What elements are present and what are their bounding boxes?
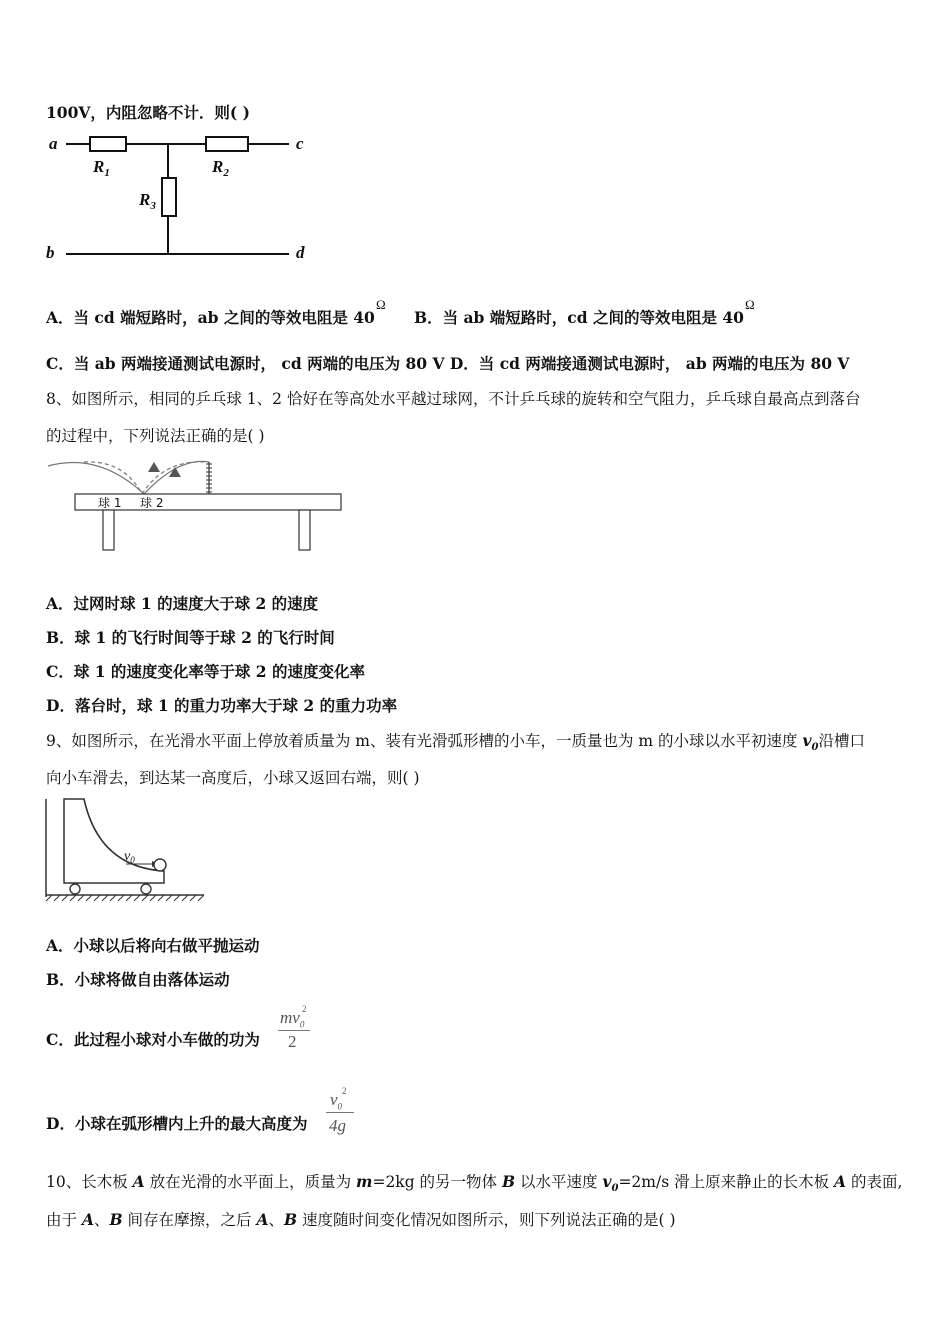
q8-stem-line1: 8、如图所示，相同的乒乓球 1、2 恰好在等高处水平越过球网，不计乒乓球的旋转和空气阻力，乒乓球自最高点到落台: [46, 390, 861, 408]
cart-diagram: [44, 797, 209, 907]
q8-option-c: C．球 1 的速度变化率等于球 2 的速度变化率: [46, 662, 365, 681]
q8-stem-line2: 的过程中，下列说法正确的是( ): [46, 427, 265, 445]
r1-label: $R_1$: [93, 157, 110, 179]
ball-1-arrow-icon: [148, 462, 160, 472]
q10-stem-line1: 10、长木板 A 放在光滑的水平面上，质量为 m=2kg 的另一物体 B 以水平速度 $v_0=2m/s$ 滑上原来静止的长木板 A 的表面,: [46, 1172, 903, 1195]
wheel-right: [141, 884, 151, 894]
q7-option-b-unit: Ω: [745, 297, 755, 312]
q9-option-c: C．此过程小球对小车做的功为: [46, 1030, 260, 1049]
terminal-c-label: c: [296, 134, 304, 153]
q8-option-a: A．过网时球 1 的速度大于球 2 的速度: [46, 594, 319, 613]
terminal-b-label: b: [46, 243, 55, 262]
terminal-d-label: d: [296, 243, 305, 262]
q9-option-d-fraction: $v_0$ 2 4g: [326, 1086, 356, 1142]
ping-pong-diagram: [44, 452, 354, 558]
r2-label: $R_2$: [212, 157, 229, 179]
q9-option-c-fraction: $mv_0$ 2 2: [278, 1004, 312, 1056]
q9-option-b: B．小球将做自由落体运动: [46, 970, 230, 989]
cart-body: [64, 799, 164, 883]
q9-stem-line2: 向小车滑去，到达某一高度后，小球又返回右端，则( ): [46, 769, 420, 787]
q9-stem-line1: 9、如图所示，在光滑水平面上停放着质量为 m、装有光滑弧形槽的小车，一质量也为 m 的小球以水平初速度 $v_0$沿槽口: [46, 731, 865, 754]
wheel-left: [70, 884, 80, 894]
q9-option-a: A．小球以后将向右做平抛运动: [46, 936, 260, 955]
intro-text: 100V，内阻忽略不计．则( ): [46, 103, 250, 122]
q8-option-b: B．球 1 的飞行时间等于球 2 的飞行时间: [46, 628, 335, 647]
terminal-a-label: a: [49, 134, 58, 153]
q7-option-a-unit: Ω: [376, 297, 386, 312]
ball-1-label: 球 1: [98, 496, 122, 510]
q8-option-d: D．落台时，球 1 的重力功率大于球 2 的重力功率: [46, 696, 398, 715]
ball: [154, 859, 166, 871]
q10-stem-line2: 由于 A、B 间存在摩擦，之后 A、B 速度随时间变化情况如图所示，则下列说法正确的是( ): [46, 1210, 676, 1229]
figure-v0-label: $v_0$: [124, 849, 135, 865]
q9-option-d: D．小球在弧形槽内上升的最大高度为: [46, 1114, 308, 1133]
r3-label: $R_3$: [139, 190, 156, 212]
q7-option-b: B．当 ab 端短路时，cd 之间的等效电阻是 40: [414, 308, 744, 327]
q7-option-a: A．当 cd 端短路时，ab 之间的等效电阻是 40: [46, 308, 375, 327]
q7-option-cd: C．当 ab 两端接通测试电源时， cd 两端的电压为 80 V D．当 cd 两端接通测试电源时， ab 两端的电压为 80 V: [46, 354, 850, 373]
circuit-diagram: [44, 128, 324, 268]
ball-2-label: 球 2: [140, 496, 164, 510]
